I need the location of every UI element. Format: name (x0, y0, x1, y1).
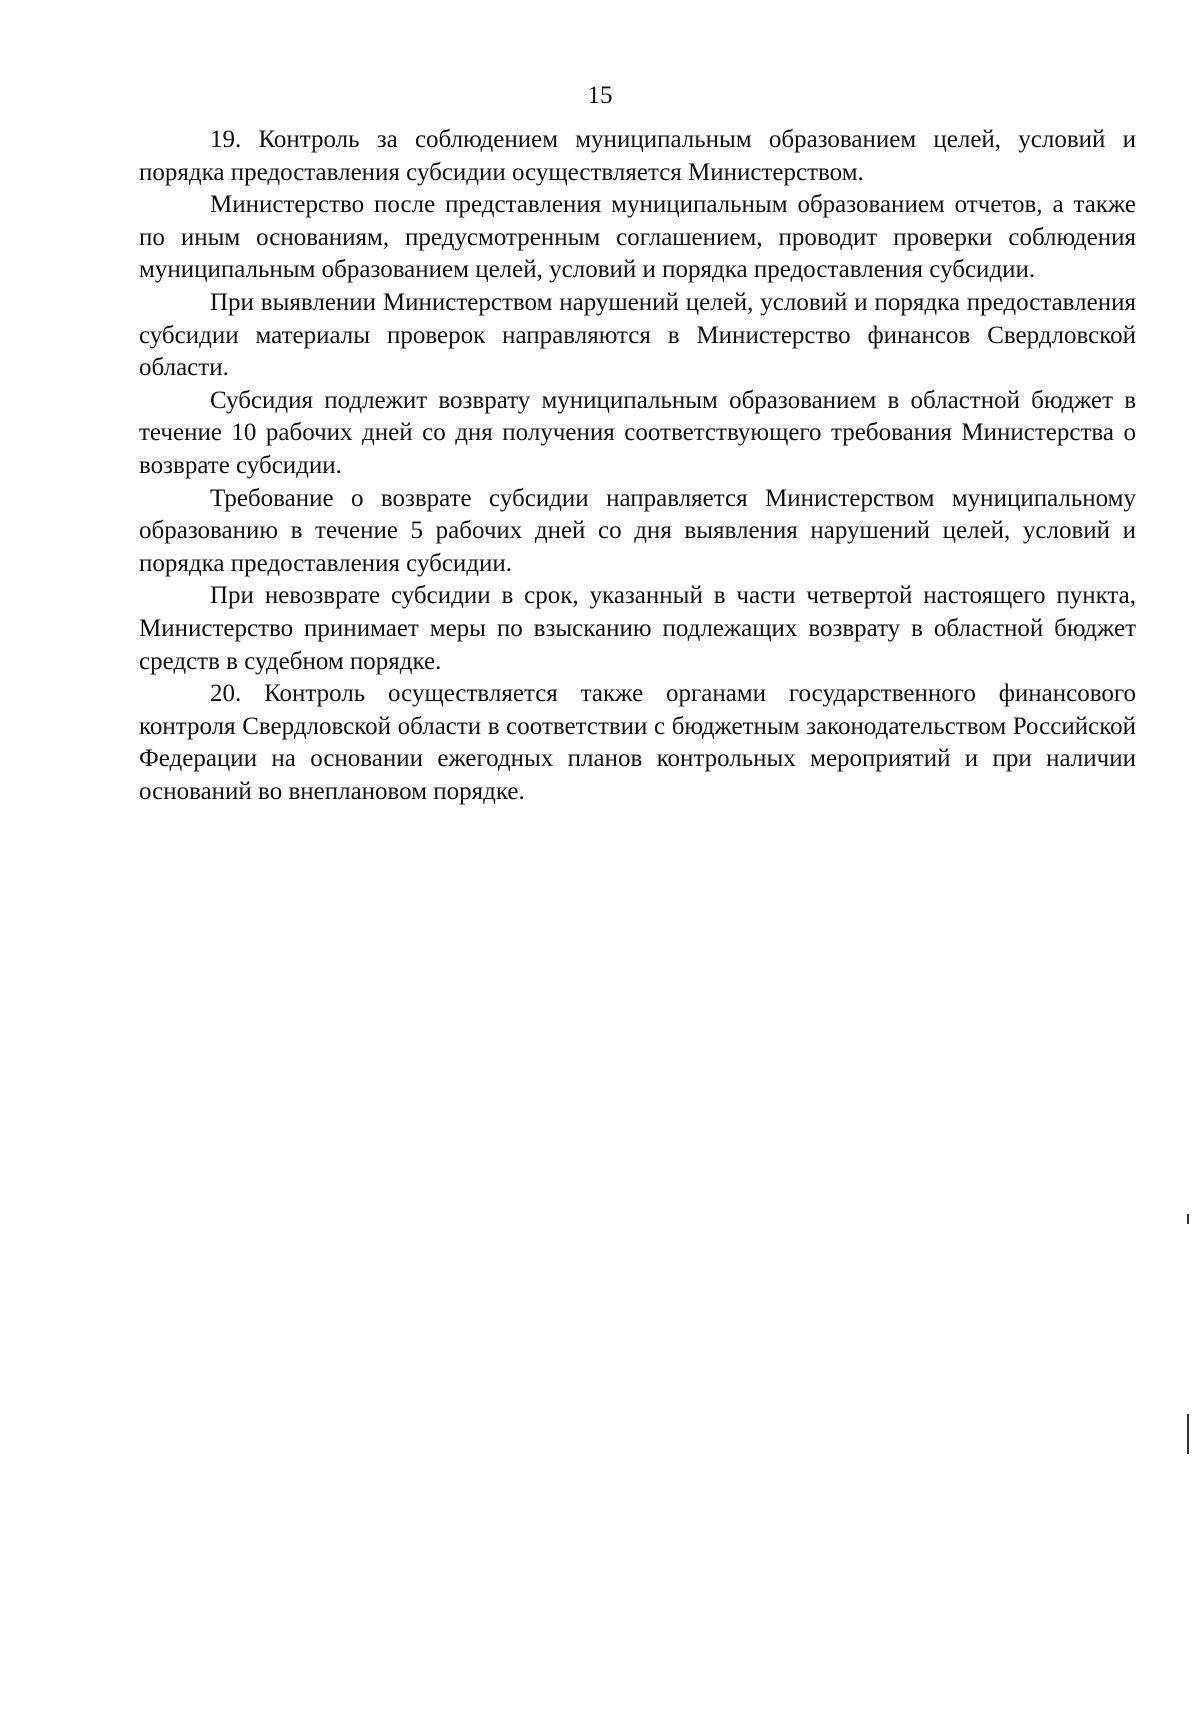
scan-artifact-mark (1187, 1214, 1189, 1224)
paragraph-return-demand: Требование о возврате субсидии направляется Министерством муниципальному образованию в течение 5 рабочих дней со дня выявления нарушений целей, условий и порядка предоставления субсидии. (139, 484, 1136, 577)
paragraph-subsidy-return: Субсидия подлежит возврату муниципальным образованием в областной бюджет в течение 10 рабочих дней со дня получения соответствующего требования Министерства о возврате субсидии. (139, 386, 1136, 479)
paragraph-ministry-checks: Министерство после представления муниципальным образованием отчетов, а также по иным основаниям, предусмотренным соглашением, проводит проверки соблюдения муниципальным образованием целей, условий и порядка предоставления субсидии. (139, 191, 1136, 284)
paragraph-19: 19. Контроль за соблюдением муниципальным образованием целей, условий и порядка предоставления субсидии осуществляется Министерством. (139, 126, 1136, 186)
paragraph-violations: При выявлении Министерством нарушений целей, условий и порядка предоставления субсидии материалы проверок направляются в Министерство финансов Свердловской области. (139, 288, 1136, 382)
scan-artifact-mark (1187, 1414, 1189, 1454)
document-body (139, 124, 1136, 808)
paragraph-20: 20. Контроль осуществляется также органами государственного финансового контроля Свердловской области в соответствии с бюджетным законодательством Российской Федерации на основании ежегодных планов контрольных мероприятий и при наличии оснований во внеплановом порядке. (139, 680, 1136, 805)
page-number: 15 (587, 82, 613, 109)
paragraph-non-return: При невозврате субсидии в срок, указанный в части четвертой настоящего пункта, Министерство принимает меры по взысканию подлежащих возврату в областной бюджет средств в судебном порядке. (139, 582, 1136, 675)
